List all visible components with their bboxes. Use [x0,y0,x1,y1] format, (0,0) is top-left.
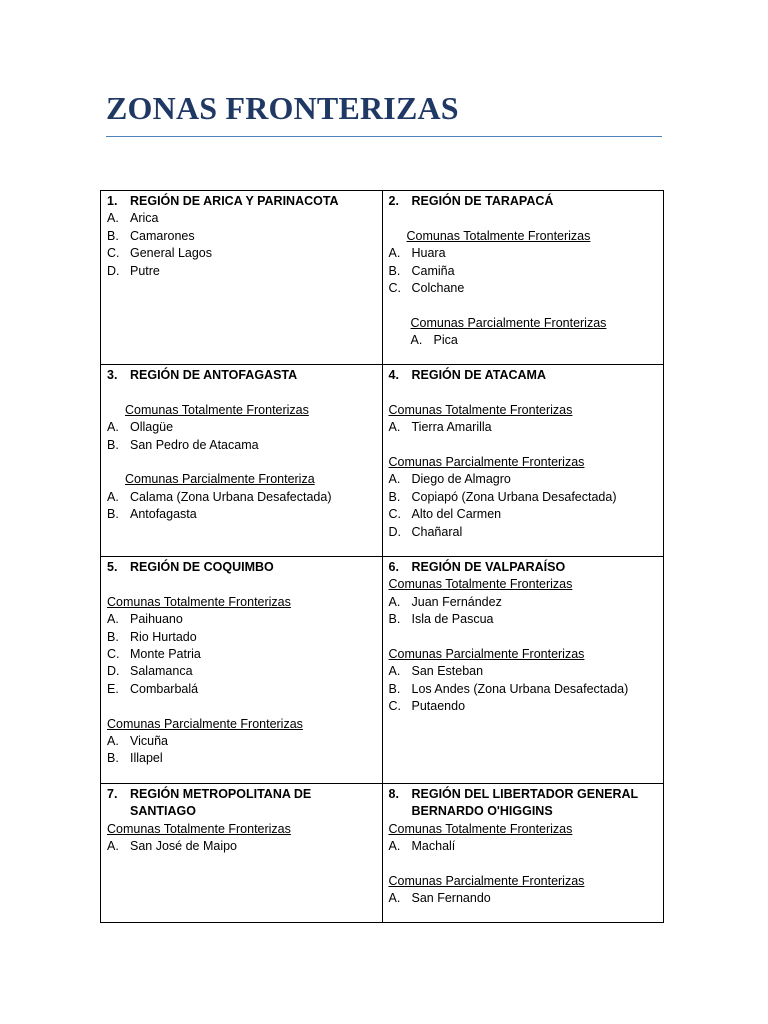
item-text: Ollagüe [130,420,174,435]
commune-list [411,332,658,349]
item-letter: A. [107,211,119,226]
item-letter: E. [107,681,119,696]
item-letter: C. [107,647,120,662]
item-letter: A. [388,664,401,679]
item-letter: A. [107,612,119,627]
commune-list [389,419,658,436]
item-letter: C. [107,246,120,261]
region-cell-antofagasta [101,365,383,557]
item-text: San Fernando [411,891,491,906]
item-text: Huara [411,246,446,261]
region-heading [107,559,376,576]
list-item [389,890,658,907]
item-text: Isla de Pascua [411,612,494,627]
commune-list [107,733,376,768]
list-item [389,506,658,523]
commune-list [389,838,658,855]
region-cell-metropolitana [101,784,383,923]
item-letter: C. [388,507,401,522]
region-heading [389,367,658,384]
list-item [411,332,658,349]
list-item [107,750,376,767]
item-text: Diego de Almagro [411,472,511,487]
spacer [389,629,658,646]
total-communes-label: Comunas Totalmente Fronterizas [388,402,573,417]
total-communes-label: Comunas Totalmente Fronterizas [125,402,309,417]
item-text: Putaendo [411,699,466,714]
commune-list [107,611,376,698]
list-item [389,681,658,698]
commune-list [389,594,658,629]
region-number: 4. [388,368,399,382]
list-item [389,611,658,628]
item-letter: B. [107,507,119,522]
region-number: 7. [107,787,118,801]
item-text: Rio Hurtado [130,629,197,644]
item-letter: A. [388,891,401,906]
region-cell-atacama [382,365,664,557]
total-communes-label: Comunas Totalmente Fronterizas [107,821,291,836]
region-number: 8. [388,787,399,801]
item-letter: A. [388,839,401,854]
item-text: Alto del Carmen [411,507,502,522]
commune-list [107,838,376,855]
list-item [107,838,376,855]
item-letter: A. [107,420,119,435]
total-communes-label: Comunas Totalmente Fronterizas [388,577,573,592]
commune-list [389,890,658,907]
item-text: Juan Fernández [411,594,502,609]
commune-list [107,210,376,280]
list-item [107,681,376,698]
region-name: REGIÓN DE ATACAMA [411,368,546,382]
item-text: Antofagasta [130,507,197,522]
region-cell-tarapaca [382,191,664,365]
spacer [389,437,658,454]
list-item [107,611,376,628]
item-text: Los Andes (Zona Urbana Desafectada) [411,681,629,696]
item-letter: D. [107,664,120,679]
item-text: Calama (Zona Urbana Desafectada) [130,489,332,504]
partial-communes-label: Comunas Parcialmente Fronterizas [388,647,585,662]
list-item [389,698,658,715]
item-letter: D. [107,263,120,278]
list-item [107,210,376,227]
region-name: REGIÓN DE ARICA Y PARINACOTA [130,194,339,208]
list-item [389,419,658,436]
region-name: REGIÓN METROPOLITANA DE SANTIAGO [130,787,312,819]
item-text: Illapel [130,751,163,766]
item-letter: A. [107,489,119,504]
commune-list [389,663,658,715]
region-heading [389,786,658,821]
item-text: Combarbalá [130,681,199,696]
region-cell-valparaiso [382,557,664,784]
list-item [107,437,376,454]
spacer [389,384,658,401]
region-heading [107,367,376,384]
item-letter: A. [388,472,401,487]
region-number: 2. [388,194,399,208]
item-text: Colchane [411,281,465,296]
region-name: REGIÓN DE COQUIMBO [130,560,274,574]
item-letter: A. [388,594,401,609]
item-letter: B. [107,437,119,452]
item-text: Putre [130,263,160,278]
item-letter: B. [388,681,401,696]
commune-list [107,419,376,454]
region-name-line2: BERNARDO O'HIGGINS [411,804,553,819]
item-letter: B. [388,489,401,504]
region-name [412,786,639,821]
list-item [107,419,376,436]
partial-communes-label: Comunas Parcialmente Fronterizas [388,455,585,469]
list-item [107,646,376,663]
region-cell-ohiggins [382,784,664,923]
item-text: Tierra Amarilla [411,420,492,435]
total-communes-label: Comunas Totalmente Fronterizas [406,228,591,243]
item-text: Monte Patria [130,647,201,662]
region-number: 5. [107,560,118,574]
item-text: Chañaral [411,524,463,539]
spacer [107,454,376,471]
item-text: Camiña [411,263,455,278]
list-item [107,663,376,680]
spacer [389,210,658,227]
spacer [107,698,376,715]
partial-communes-label: Comunas Parcialmente Fronterizas [410,315,607,330]
item-text: San Esteban [411,664,484,679]
table-row [101,784,664,923]
total-communes-label: Comunas Totalmente Fronterizas [388,821,573,836]
item-letter: B. [107,228,119,243]
region-cell-coquimbo [101,557,383,784]
item-text: Camarones [130,228,195,243]
regions-table [100,190,664,923]
item-text: Pica [433,333,458,348]
list-item [389,489,658,506]
item-letter: D. [388,524,401,539]
item-letter: A. [107,839,119,854]
item-letter: C. [388,281,401,296]
table-row [101,365,664,557]
spacer [389,297,658,314]
region-name: REGIÓN DE VALPARAÍSO [411,560,566,574]
list-item [107,228,376,245]
list-item [389,594,658,611]
region-number: 6. [388,560,399,574]
list-item [107,263,376,280]
item-letter: A. [388,420,401,435]
partial-communes-label: Comunas Parcialmente Fronterizas [388,874,585,889]
item-text: Machalí [411,839,456,854]
spacer [107,384,376,401]
table-row [101,557,664,784]
item-letter: A. [410,333,423,348]
list-item [107,629,376,646]
region-heading [389,559,658,576]
item-text: San José de Maipo [130,839,238,854]
item-text: Copiapó (Zona Urbana Desafectada) [411,489,617,504]
region-heading [389,193,658,210]
list-item [107,245,376,262]
region-heading [107,193,376,210]
list-item [389,280,658,297]
item-text: General Lagos [130,246,213,261]
item-letter: B. [388,263,401,278]
region-name-line1: REGIÓN DEL LIBERTADOR GENERAL [411,787,639,801]
list-item [389,838,658,855]
item-letter: C. [388,699,401,714]
spacer [107,576,376,593]
commune-list [389,471,658,541]
table-row [101,191,664,365]
region-heading [107,786,376,821]
item-text: Vicuña [130,734,168,749]
region-number: 3. [107,368,118,382]
region-number: 1. [107,194,118,208]
page-title: ZONAS FRONTERIZAS [106,90,459,126]
item-letter: B. [107,629,119,644]
list-item [107,489,376,506]
list-item [389,471,658,488]
list-item [389,245,658,262]
item-letter: A. [107,734,119,749]
spacer [389,856,658,873]
region-cell-arica [101,191,383,365]
item-letter: B. [388,612,401,627]
item-text: San Pedro de Atacama [130,437,259,452]
list-item [389,524,658,541]
region-name: REGIÓN DE ANTOFAGASTA [130,368,298,382]
item-text: Paihuano [130,612,183,627]
list-item [389,263,658,280]
list-item [107,733,376,750]
partial-communes-label: Comunas Parcialmente Fronteriza [125,472,315,487]
item-letter: B. [107,751,119,766]
item-text: Salamanca [130,664,193,679]
list-item [389,663,658,680]
commune-list [389,245,658,297]
partial-communes-label: Comunas Parcialmente Fronterizas [107,716,303,731]
list-item [107,506,376,523]
total-communes-label: Comunas Totalmente Fronterizas [107,594,291,609]
item-letter: A. [388,246,401,261]
item-text: Arica [130,211,159,226]
commune-list [107,489,376,524]
title-divider [106,136,662,137]
region-name: REGIÓN DE TARAPACÁ [411,194,554,208]
